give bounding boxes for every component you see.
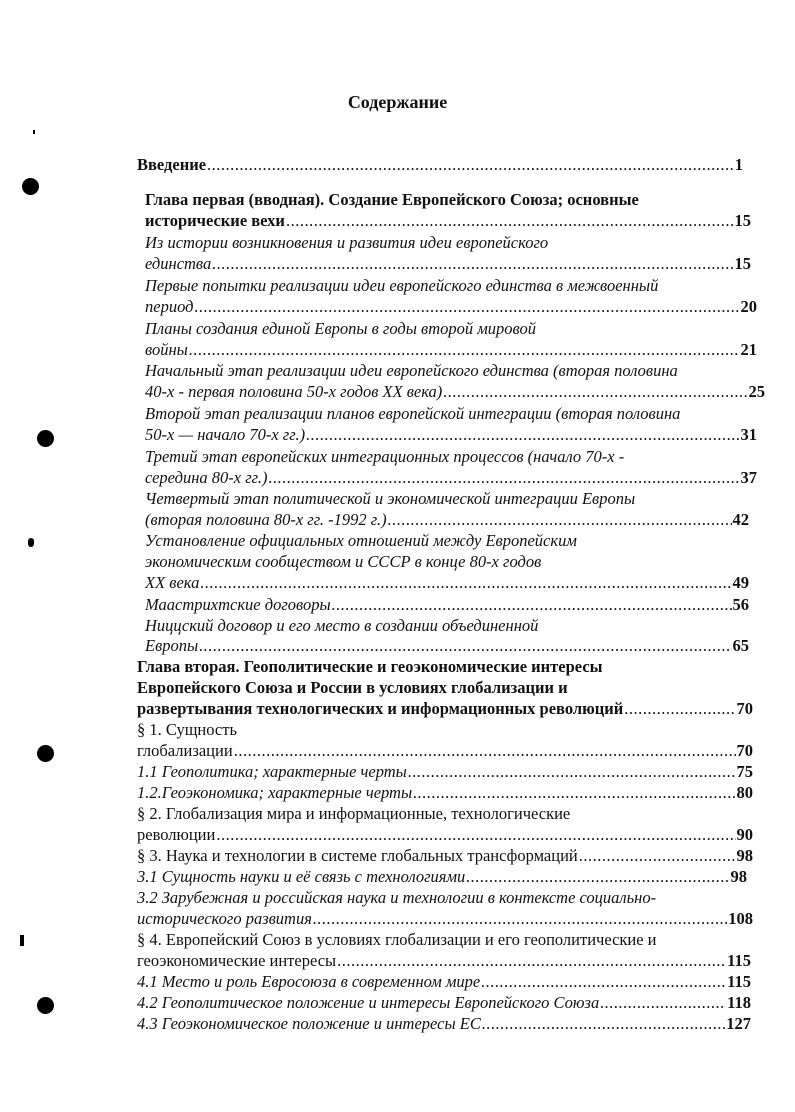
toc-entry-title: Глава вторая. Геополитические и геоэкономические интересы: [137, 657, 603, 676]
dot-leader: [332, 595, 732, 615]
toc-entry-title: 1.1 Геополитика; характерные черты: [137, 762, 407, 781]
dot-leader: [579, 846, 736, 866]
toc-entry-title: 50-х — начало 70-х гг.): [145, 425, 306, 444]
binder-hole: [37, 430, 54, 447]
toc-page-number: 127: [726, 1014, 751, 1033]
toc-entry-title: Введение: [137, 155, 207, 174]
dot-leader: [481, 972, 726, 992]
toc-entry-title: 4.1 Место и роль Евросоюза в современном мире: [137, 972, 481, 991]
toc-entry-title: революции: [137, 825, 216, 844]
page-title: Содержание: [347, 92, 448, 112]
dot-leader: [199, 636, 731, 656]
toc-entry-title: Маастрихтские договоры: [145, 595, 331, 614]
toc-entry: [137, 783, 753, 803]
toc-entry-title: 1.2.Геоэкономика; характерные черты: [137, 783, 413, 802]
toc-entry-title: Ниццский договор и его место в создании объединенной: [145, 616, 539, 635]
toc-entry-title: 3.1 Сущность науки и её связь с технологиями: [137, 867, 466, 886]
toc-entry: [145, 595, 749, 615]
toc-entry-title: 3.2 Зарубежная и российская наука и технологии в контексте социально-: [137, 888, 657, 907]
toc-page-number: 21: [740, 340, 757, 359]
toc-page-number: 115: [727, 951, 751, 970]
toc-entry: [145, 573, 749, 593]
toc-entry-first-line: [145, 361, 678, 381]
toc-entry-title: 40-х - первая половина 50-х годов XX века): [145, 382, 443, 401]
toc-entry: [145, 211, 751, 231]
toc-entry-first-line: [145, 276, 658, 296]
toc-entry-title: Глава первая (вводная). Создание Европейского Союза; основные: [145, 190, 639, 209]
scan-mark: [33, 130, 35, 134]
toc-entry-title: геоэкономические интересы: [137, 951, 337, 970]
toc-page-number: 118: [727, 993, 751, 1012]
toc-entry-second-line: [145, 552, 541, 572]
toc-entry: [137, 741, 753, 761]
toc-entry-title: Второй этап реализации планов европейской интеграции (вторая половина: [145, 404, 681, 423]
toc-entry-title: Первые попытки реализации идеи европейского единства в межвоенный: [145, 276, 659, 295]
dot-leader: [624, 699, 735, 719]
toc-entry: [137, 762, 753, 782]
toc-page-number: 1: [734, 155, 743, 174]
toc-entry-first-line: [137, 804, 570, 824]
toc-entry-title: Четвертый этап политической и экономической интеграции Европы: [145, 489, 636, 508]
toc-entry-title: Начальный этап реализации идеи европейского единства (вторая половина: [145, 361, 678, 380]
toc-entry-title: Европы: [145, 636, 199, 655]
toc-entry-title: войны: [145, 340, 188, 359]
dot-leader: [212, 254, 733, 274]
toc-entry-title: экономическим сообществом и СССР в конце 80-х годов: [145, 552, 542, 571]
toc-entry-title: (вторая половина 80-х гг. -1992 г.): [145, 510, 387, 529]
toc-entry: [137, 699, 753, 719]
toc-entry-title: Установление официальных отношений между Европейским: [145, 531, 577, 550]
dot-leader: [313, 909, 727, 929]
dot-leader: [306, 425, 739, 445]
toc-page-number: 15: [734, 254, 751, 273]
toc-page-number: 15: [734, 211, 751, 230]
toc-page-number: 90: [736, 825, 753, 844]
toc-page-number: 108: [728, 909, 753, 928]
dot-leader: [234, 741, 736, 761]
toc-entry: [145, 510, 749, 530]
toc-entry-first-line: [137, 657, 603, 677]
dot-leader: [443, 382, 747, 402]
toc-entry-title: § 1. Сущность: [137, 720, 237, 739]
toc-page-number: 42: [732, 510, 749, 529]
dot-leader: [337, 951, 726, 971]
toc-entry-title: § 4. Европейский Союз в условиях глобализации и его геополитические и: [137, 930, 657, 949]
toc-page-number: 20: [740, 297, 757, 316]
toc-entry-title: исторического развития: [137, 909, 312, 928]
toc-entry-title: глобализации: [137, 741, 233, 760]
toc-entry-first-line: [145, 489, 635, 509]
toc-entry: [145, 468, 757, 488]
toc-entry-first-line: [145, 447, 624, 467]
dot-leader: [600, 993, 726, 1013]
toc-entry-title: Европейского Союза и России в условиях глобализации и: [137, 678, 568, 697]
toc-entry-first-line: [145, 190, 639, 210]
toc-entry-title: § 2. Глобализация мира и информационные, технологические: [137, 804, 571, 823]
toc-entry-title: Третий этап европейских интеграционных процессов (начало 70-х -: [145, 447, 625, 466]
scan-mark: [20, 935, 24, 946]
toc-page-number: 98: [730, 867, 747, 886]
dot-leader: [268, 468, 739, 488]
toc-entry-first-line: [145, 319, 536, 339]
toc-entry-second-line: [137, 678, 568, 698]
toc-entry: [137, 1014, 751, 1034]
toc-entry: [145, 382, 765, 402]
toc-entry: [137, 867, 747, 887]
toc-entry-first-line: [137, 930, 657, 950]
toc-entry: [137, 972, 751, 992]
toc-entry: [145, 340, 757, 360]
dot-leader: [413, 783, 735, 803]
toc-page-number: 98: [736, 846, 753, 865]
dot-leader: [482, 1014, 725, 1034]
dot-leader: [286, 211, 734, 231]
binder-hole: [37, 745, 54, 762]
toc-page-number: 75: [736, 762, 753, 781]
toc-page-number: 37: [740, 468, 757, 487]
toc-page-number: 70: [736, 699, 753, 718]
toc-entry: [145, 636, 749, 656]
toc-entry-title: XX века: [145, 573, 200, 592]
toc-entry-first-line: [145, 404, 680, 424]
dot-leader: [194, 297, 739, 317]
toc-entry: [137, 909, 753, 929]
toc-entry: [137, 846, 753, 866]
toc-entry-title: Планы создания единой Европы в годы второй мировой: [145, 319, 536, 338]
toc-entry: [137, 993, 751, 1013]
toc-entry-title: Из истории возникновения и развития идеи европейского: [145, 233, 549, 252]
toc-entry: [145, 297, 757, 317]
dot-leader: [200, 573, 731, 593]
dot-leader: [216, 825, 735, 845]
dot-leader: [189, 340, 740, 360]
scan-mark: [28, 538, 34, 547]
dot-leader: [408, 762, 736, 782]
toc-page-number: 80: [736, 783, 753, 802]
toc-entry-title: § 3. Наука и технологии в системе глобальных трансформаций: [137, 846, 578, 865]
toc-entry-title: 4.3 Геоэкономическое положение и интересы ЕС: [137, 1014, 481, 1033]
toc-entry: [145, 425, 757, 445]
toc-page-number: 56: [732, 595, 749, 614]
toc-entry-title: середина 80-х гг.): [145, 468, 268, 487]
toc-entry-first-line: [137, 888, 656, 908]
binder-hole: [37, 997, 54, 1014]
toc-entry-title: единства: [145, 254, 212, 273]
toc-page-number: 65: [732, 636, 749, 655]
dot-leader: [388, 510, 732, 530]
toc-page-number: 25: [748, 382, 765, 401]
toc-entry-title: 4.2 Геополитическое положение и интересы Европейского Союза: [137, 993, 600, 1012]
dot-leader: [466, 867, 729, 887]
toc-page-number: 49: [732, 573, 749, 592]
toc-page-number: 31: [740, 425, 757, 444]
toc-entry-first-line: [145, 233, 548, 253]
toc-entry-first-line: [145, 616, 538, 636]
toc-entry: [137, 825, 753, 845]
toc-entry: [137, 951, 751, 971]
toc-entry-title: период: [145, 297, 194, 316]
toc-page-number: 115: [727, 972, 751, 991]
toc-entry-title: развертывания технологических и информационных революций: [137, 699, 624, 718]
toc-entry: [145, 254, 751, 274]
toc-entry: [137, 155, 743, 175]
binder-hole: [22, 178, 39, 195]
toc-page-number: 70: [736, 741, 753, 760]
toc-entry-first-line: [145, 531, 577, 551]
toc-entry-first-line: [137, 720, 237, 740]
dot-leader: [207, 155, 734, 175]
toc-entry-title: исторические вехи: [145, 211, 285, 230]
